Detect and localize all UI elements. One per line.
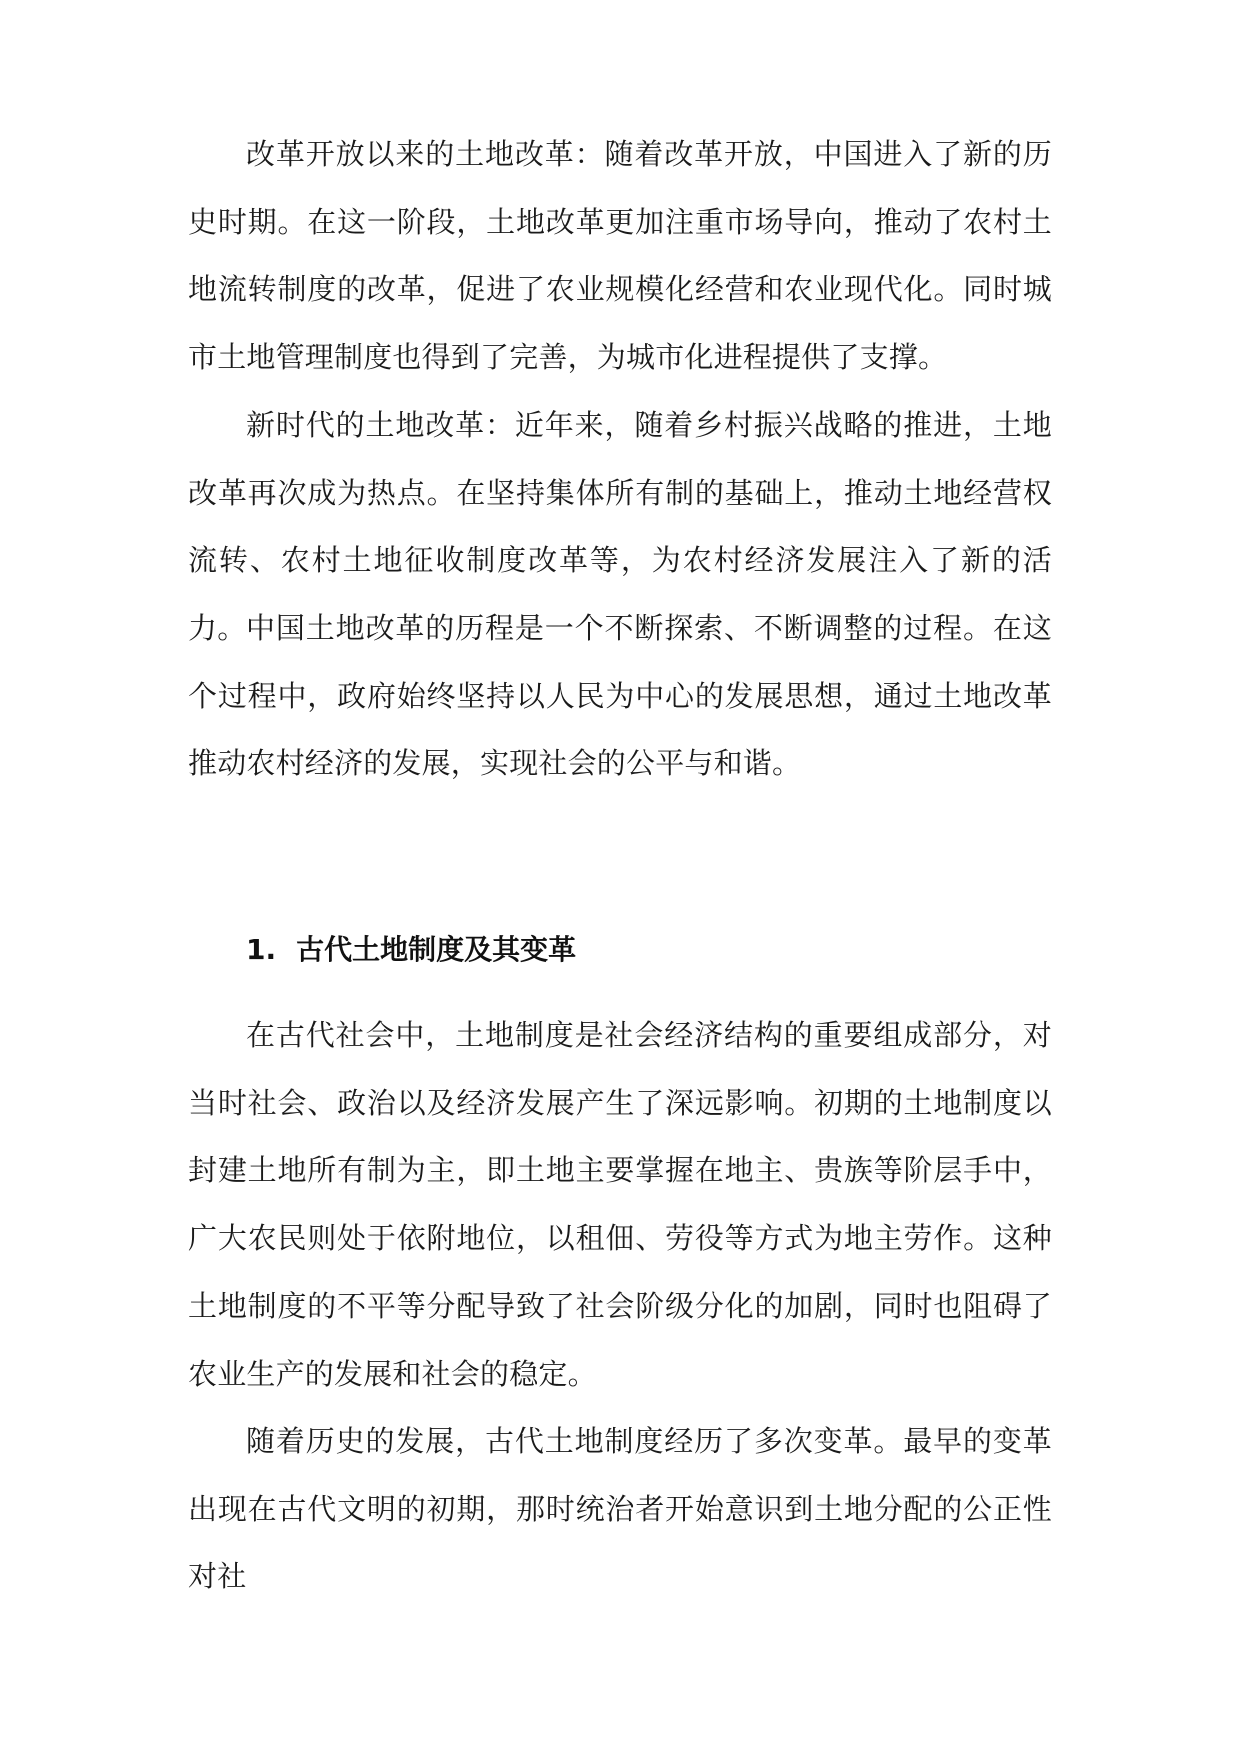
section-title: 古代土地制度及其变革 [296,933,577,966]
paragraph-new-era-reform: 新时代的土地改革：近年来，随着乡村振兴战略的推进，土地改革再次成为热点。在坚持集体所有制的基础上，推动土地经营权流转、农村土地征收制度改革等，为农村经济发展注入了新的活力。 [188,408,1052,646]
paragraph-reform-history-summary: 中国土地改革的历程是一个不断探索、不断调整的过程。在这个过程中，政府始终坚持以人民为中心的发展思想，通过土地改革推动农村经济的发展，实现社会的公平与和谐。 [188,611,1052,781]
section-heading [246,930,576,970]
paragraph-ancient-land-changes: 随着历史的发展，古代土地制度经历了多次变革。最早的变革出现在古代文明的初期，那时统治者开始意识到土地分配的公正性对社 [188,1424,1052,1594]
paragraph-reform-opening: 改革开放以来的土地改革：随着改革开放，中国进入了新的历史时期。在这一阶段，土地改革更加注重市场导向，推动了农村土地流转制度的改革，促进了农业规模化经营和农业现代化。同时城市土地管理制度也得到了完善，为城市化进程提供了支撑。 [188,137,1052,375]
section-number: 1. [246,933,277,966]
paragraph-ancient-land-system: 在古代社会中，土地制度是社会经济结构的重要组成部分，对当时社会、政治以及经济发展产生了深远影响。初期的土地制度以封建土地所有制为主，即土地主要掌握在地主、贵族等阶层手中，广大农民则处于依附地位，以租佃、劳役等方式为地主劳作。这种土地制度的不平等分配导致了社会阶级分化的加剧，同时也阻碍了农业生产的发展和社会的稳定。 [188,1018,1052,1391]
